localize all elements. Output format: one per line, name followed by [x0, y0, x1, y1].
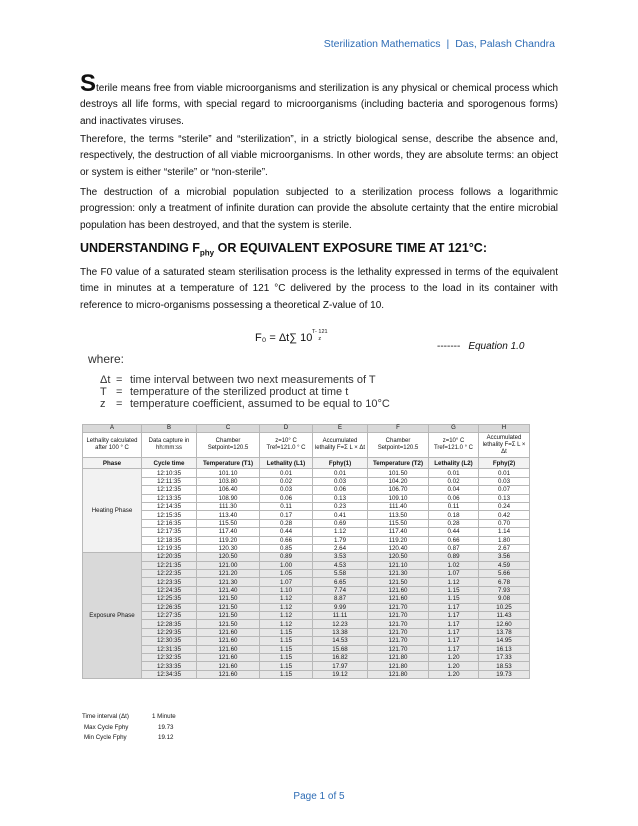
table-cell: 1.15 [260, 628, 313, 636]
equation-label [437, 341, 524, 352]
table-cell: 13.38 [313, 628, 368, 636]
table-cell: 120.40 [368, 544, 429, 552]
table-cell: 101.10 [197, 469, 260, 477]
header-cell: z=10° C Tref=121.0 ° C [260, 433, 313, 458]
table-row [83, 578, 530, 586]
table-cell: 0.66 [429, 536, 479, 544]
table-cell: 1.14 [479, 528, 530, 536]
table-cell: 1.17 [429, 612, 479, 620]
table-cell: 121.50 [197, 603, 260, 611]
table-cell: 4.53 [313, 561, 368, 569]
table-cell: 4.59 [479, 561, 530, 569]
table-cell: 0.13 [479, 494, 530, 502]
table-cell: 12:12:35 [142, 486, 197, 494]
table-cell: 17.97 [313, 662, 368, 670]
definition-symbol: z [100, 398, 106, 410]
table-cell: 113.50 [368, 511, 429, 519]
table-row [83, 511, 530, 519]
table-cell: 1.00 [260, 561, 313, 569]
table-cell: 8.87 [313, 595, 368, 603]
table-cell: 121.60 [197, 628, 260, 636]
table-cell: 12:22:35 [142, 570, 197, 578]
table-cell: 9.99 [313, 603, 368, 611]
table-cell: 121.70 [368, 645, 429, 653]
heading-text-2: OR EQUIVALENT EXPOSURE TIME AT 121°C: [214, 241, 487, 255]
table-cell: 9.08 [479, 595, 530, 603]
table-cell: 3.53 [313, 553, 368, 561]
header-cell: Accumulated lethality F=Σ L × Δt [313, 433, 368, 458]
stat-time-interval [82, 713, 176, 720]
table-row [83, 612, 530, 620]
heading-subscript: phy [199, 248, 215, 258]
table-cell: 0.66 [260, 536, 313, 544]
definition-text: temperature coefficient, assumed to be equal to 10°C [130, 398, 390, 410]
table-cell: 109.10 [368, 494, 429, 502]
table-cell: 12:27:35 [142, 612, 197, 620]
table-cell: 103.80 [197, 477, 260, 485]
heading-text: UNDERSTANDING F [80, 241, 200, 255]
table-cell: 0.70 [479, 519, 530, 527]
table-row [83, 494, 530, 502]
table-cell: 5.58 [313, 570, 368, 578]
table-cell: 15.68 [313, 645, 368, 653]
column-letter: B [142, 425, 197, 433]
phase-cell-heating: Heating Phase [83, 469, 142, 553]
table-cell: 12:15:35 [142, 511, 197, 519]
table-row [83, 637, 530, 645]
table-cell: 121.50 [197, 620, 260, 628]
table-row [83, 469, 530, 477]
column-letter: A [83, 425, 142, 433]
table-cell: 12:10:35 [142, 469, 197, 477]
table-cell: 0.11 [260, 502, 313, 510]
table-cell: 121.50 [197, 595, 260, 603]
table-cell: 120.50 [197, 553, 260, 561]
table-cell: 12:26:35 [142, 603, 197, 611]
stat-max-fphy [82, 724, 173, 731]
table-cell: 0.03 [260, 486, 313, 494]
table-row [83, 519, 530, 527]
table-cell: 0.03 [479, 477, 530, 485]
table-cell: 1.10 [260, 586, 313, 594]
table-row [83, 486, 530, 494]
header-separator: | [446, 38, 450, 50]
table-cell: 121.10 [368, 561, 429, 569]
table-cell: 101.50 [368, 469, 429, 477]
stat-value: 1 Minute [152, 713, 176, 720]
table-cell: 0.01 [260, 469, 313, 477]
subheader-cell: Lethality (L2) [429, 458, 479, 469]
table-cell: 1.12 [429, 578, 479, 586]
equation-number: Equation 1.0 [468, 341, 525, 352]
stat-value: 19.73 [158, 724, 174, 731]
table-cell: 0.24 [479, 502, 530, 510]
table-cell: 121.60 [368, 586, 429, 594]
definition-equals: = [116, 374, 123, 386]
table-cell: 121.60 [197, 662, 260, 670]
table-cell: 1.17 [429, 620, 479, 628]
table-cell: 12:19:35 [142, 544, 197, 552]
table-cell: 1.12 [260, 603, 313, 611]
table-cell: 121.60 [197, 637, 260, 645]
table-cell: 16.82 [313, 653, 368, 661]
table-row [83, 595, 530, 603]
table-row [83, 653, 530, 661]
table-cell: 14.53 [313, 637, 368, 645]
table-cell: 12:14:35 [142, 502, 197, 510]
table-cell: 13.78 [479, 628, 530, 636]
table-cell: 121.50 [197, 612, 260, 620]
equation-exponent [312, 329, 328, 343]
table-cell: 0.01 [479, 469, 530, 477]
table-cell: 12.23 [313, 620, 368, 628]
table-cell: 0.87 [429, 544, 479, 552]
table-cell: 12:17:35 [142, 528, 197, 536]
table-row [83, 586, 530, 594]
subheader-cell: Temperature (T1) [197, 458, 260, 469]
table-cell: 121.80 [368, 670, 429, 678]
table-cell: 0.02 [429, 477, 479, 485]
table-cell: 2.67 [479, 544, 530, 552]
table-cell: 12:29:35 [142, 628, 197, 636]
table-cell: 121.60 [197, 670, 260, 678]
table-cell: 2.64 [313, 544, 368, 552]
column-letter: E [313, 425, 368, 433]
table-cell: 113.40 [197, 511, 260, 519]
definition-equals: = [116, 386, 123, 398]
table-cell: 121.40 [197, 586, 260, 594]
where-label: where: [88, 352, 125, 366]
table-cell: 121.20 [197, 570, 260, 578]
table-cell: 121.60 [197, 645, 260, 653]
table-cell: 111.30 [197, 502, 260, 510]
table-cell: 1.20 [429, 653, 479, 661]
table-cell: 0.07 [479, 486, 530, 494]
header-cell: Lethality calculated after 100 ° C [83, 433, 142, 458]
page-number: Page 1 of 5 [293, 791, 345, 802]
table-cell: 1.12 [260, 595, 313, 603]
definition-item [100, 398, 390, 410]
table-cell: 0.89 [429, 553, 479, 561]
table-cell: 1.20 [429, 662, 479, 670]
table-cell: 12:33:35 [142, 662, 197, 670]
table-cell: 1.12 [260, 612, 313, 620]
table-cell: 117.40 [368, 528, 429, 536]
table-cell: 1.17 [429, 645, 479, 653]
table-cell: 12:18:35 [142, 536, 197, 544]
subheader-cell: Lethality (L1) [260, 458, 313, 469]
table-cell: 121.70 [368, 603, 429, 611]
table-cell: 119.20 [368, 536, 429, 544]
table-cell: 0.44 [429, 528, 479, 536]
subheader-cell: Cycle time [142, 458, 197, 469]
table-cell: 12:24:35 [142, 586, 197, 594]
table-cell: 121.30 [368, 570, 429, 578]
table-cell: 0.42 [479, 511, 530, 519]
table-cell: 121.00 [197, 561, 260, 569]
exponent-denominator: z [318, 336, 322, 342]
table-cell: 16.13 [479, 645, 530, 653]
definition-equals: = [116, 398, 123, 410]
stat-label: Time interval (Δt) [82, 713, 129, 720]
stat-value: 19.12 [158, 734, 174, 741]
paragraph-1-text: terile means free from viable microorganisms and sterilization is any physical or chemical process which destroys all life forms, with special regard to microorganisms (including bacteria and sporogenous forms) and inactivates viruses. [80, 83, 558, 127]
table-cell: 1.20 [429, 670, 479, 678]
table-cell: 0.03 [313, 477, 368, 485]
subheader-cell: Temperature (T2) [368, 458, 429, 469]
table-row [83, 553, 530, 561]
table-cell: 11.11 [313, 612, 368, 620]
table-cell: 121.70 [368, 620, 429, 628]
table-cell: 14.95 [479, 637, 530, 645]
table-cell: 121.60 [197, 653, 260, 661]
table-cell: 12:23:35 [142, 578, 197, 586]
table-cell: 121.70 [368, 637, 429, 645]
table-cell: 12:31:35 [142, 645, 197, 653]
table-cell: 0.01 [429, 469, 479, 477]
table-cell: 0.18 [429, 511, 479, 519]
column-letter: F [368, 425, 429, 433]
table-cell: 0.02 [260, 477, 313, 485]
table-cell: 12:32:35 [142, 653, 197, 661]
table-cell: 115.50 [197, 519, 260, 527]
table-cell: 7.74 [313, 586, 368, 594]
table-row [83, 628, 530, 636]
table-cell: 1.05 [260, 570, 313, 578]
header-row [83, 433, 530, 458]
header-cell: Data capture in hh:mm:ss [142, 433, 197, 458]
header-title: Sterilization Mathematics [323, 38, 441, 50]
stat-label: Min Cycle Fphy [84, 734, 127, 741]
table-cell: 0.17 [260, 511, 313, 519]
table-cell: 121.50 [368, 578, 429, 586]
table-cell: 1.12 [313, 528, 368, 536]
table-cell: 17.33 [479, 653, 530, 661]
table-cell: 1.07 [429, 570, 479, 578]
table-row [83, 502, 530, 510]
table-row [83, 544, 530, 552]
table-cell: 0.28 [260, 519, 313, 527]
stat-label: Max Cycle Fphy [84, 724, 129, 731]
table-cell: 111.40 [368, 502, 429, 510]
header-cell: Chamber Setpoint=120.5 [197, 433, 260, 458]
column-letter-row [83, 425, 530, 433]
header-cell: Accumulated lethality F=Σ L × Δt [479, 433, 530, 458]
table-cell: 18.53 [479, 662, 530, 670]
table-cell: 1.17 [429, 637, 479, 645]
table-row [83, 536, 530, 544]
table-row [83, 645, 530, 653]
subheader-cell: Fphy(2) [479, 458, 530, 469]
column-letter: C [197, 425, 260, 433]
table-cell: 12:30:35 [142, 637, 197, 645]
column-letter: D [260, 425, 313, 433]
table-cell: 1.07 [260, 578, 313, 586]
definition-item [100, 374, 390, 386]
table-cell: 19.73 [479, 670, 530, 678]
table-cell: 12:20:35 [142, 553, 197, 561]
table-cell: 1.15 [260, 670, 313, 678]
table-cell: 121.70 [368, 612, 429, 620]
table-row [83, 670, 530, 678]
table-cell: 11.43 [479, 612, 530, 620]
table-cell: 0.69 [313, 519, 368, 527]
table-cell: 0.01 [313, 469, 368, 477]
table-cell: 0.85 [260, 544, 313, 552]
paragraph-4: The F0 value of a saturated steam sterilisation process is the lethality expressed in terms of the equivalent time in minutes at a temperature of 121 °C delivered by the process to the load in its container with reference to micro-organisms possessing a theoretical Z-value of 10. [80, 267, 558, 311]
drop-cap: S [80, 70, 97, 97]
table-cell: 108.90 [197, 494, 260, 502]
table-cell: 1.02 [429, 561, 479, 569]
table-cell: 1.12 [260, 620, 313, 628]
table-cell: 0.06 [429, 494, 479, 502]
table-cell: 0.13 [313, 494, 368, 502]
table-row [83, 603, 530, 611]
definition-symbol: Δt [100, 374, 111, 386]
phase-cell-exposure: Exposure Phase [83, 553, 142, 679]
table-row [83, 561, 530, 569]
stat-min-fphy [82, 734, 173, 741]
table-cell: 0.06 [260, 494, 313, 502]
table-cell: 119.20 [197, 536, 260, 544]
table-cell: 6.65 [313, 578, 368, 586]
table-cell: 1.17 [429, 603, 479, 611]
table-cell: 0.44 [260, 528, 313, 536]
definition-symbol: T [100, 386, 107, 398]
table-cell: 0.04 [429, 486, 479, 494]
table-row [83, 620, 530, 628]
table-cell: 12:25:35 [142, 595, 197, 603]
paragraph-sterile-definition [80, 70, 558, 130]
column-letter: H [479, 425, 530, 433]
section-heading [80, 241, 487, 258]
exponent-numerator: T- 121 [312, 329, 328, 335]
table-cell: 120.30 [197, 544, 260, 552]
table-cell: 121.80 [368, 662, 429, 670]
table-row [83, 528, 530, 536]
table-cell: 1.80 [479, 536, 530, 544]
table-cell: 121.70 [368, 628, 429, 636]
subheader-cell: Phase [83, 458, 142, 469]
table-cell: 0.89 [260, 553, 313, 561]
table-cell: 12:13:35 [142, 494, 197, 502]
equation-formula: F₀ = Δt∑ 10 [255, 332, 313, 344]
table-row [83, 662, 530, 670]
table-row [83, 477, 530, 485]
definition-text: time interval between two next measurements of T [130, 374, 376, 386]
table-cell: 0.23 [313, 502, 368, 510]
table-cell: 1.15 [429, 586, 479, 594]
header-author: Das, Palash Chandra [455, 38, 555, 50]
table-cell: 104.20 [368, 477, 429, 485]
table-cell: 1.79 [313, 536, 368, 544]
table-cell: 117.40 [197, 528, 260, 536]
table-cell: 12:28:35 [142, 620, 197, 628]
table-cell: 1.15 [429, 595, 479, 603]
paragraph-2: Therefore, the terms “sterile” and “sterilization”, in a strictly biological sense, describe the absence and, respectively, the destruction of all viable microorganisms. In other words, they are absolute terms: an object or system is either “sterile” or “non-sterile”. [80, 134, 558, 178]
table-cell: 120.50 [368, 553, 429, 561]
running-header [321, 38, 558, 50]
table-cell: 121.60 [368, 595, 429, 603]
subheader-row [83, 458, 530, 469]
table-cell: 12.60 [479, 620, 530, 628]
definitions-list [100, 374, 390, 410]
table-cell: 12:21:35 [142, 561, 197, 569]
table-cell: 106.40 [197, 486, 260, 494]
table-cell: 0.28 [429, 519, 479, 527]
definition-text: temperature of the sterilized product at time t [130, 386, 349, 398]
table-cell: 1.15 [260, 662, 313, 670]
header-cell: z=10° C Tref=121.0 ° C [429, 433, 479, 458]
table-cell: 115.50 [368, 519, 429, 527]
table-cell: 3.56 [479, 553, 530, 561]
table-row [83, 570, 530, 578]
table-cell: 5.66 [479, 570, 530, 578]
equation-dashes: ------- [437, 341, 461, 352]
paragraph-3: The destruction of a microbial population subjected to a sterilization process follows a logarithmic progression: only a treatment of infinite duration can provide the absolute certainty that the entire microbial population has been destroyed, and that the system is sterile. [80, 187, 558, 231]
table-cell: 0.41 [313, 511, 368, 519]
table-cell: 121.80 [368, 653, 429, 661]
table-cell: 10.25 [479, 603, 530, 611]
table-cell: 12:34:35 [142, 670, 197, 678]
table-cell: 106.70 [368, 486, 429, 494]
table-cell: 12:11:35 [142, 477, 197, 485]
table-cell: 7.93 [479, 586, 530, 594]
lethality-table [82, 424, 530, 679]
table-cell: 6.78 [479, 578, 530, 586]
subheader-cell: Fphy(1) [313, 458, 368, 469]
table-cell: 1.15 [260, 645, 313, 653]
table-cell: 0.06 [313, 486, 368, 494]
table-cell: 0.11 [429, 502, 479, 510]
table-cell: 19.12 [313, 670, 368, 678]
header-cell: Chamber Setpoint=120.5 [368, 433, 429, 458]
table-cell: 1.17 [429, 628, 479, 636]
table-cell: 1.15 [260, 653, 313, 661]
table-cell: 121.30 [197, 578, 260, 586]
column-letter: G [429, 425, 479, 433]
definition-item [100, 386, 390, 398]
table-cell: 12:16:35 [142, 519, 197, 527]
table-cell: 1.15 [260, 637, 313, 645]
